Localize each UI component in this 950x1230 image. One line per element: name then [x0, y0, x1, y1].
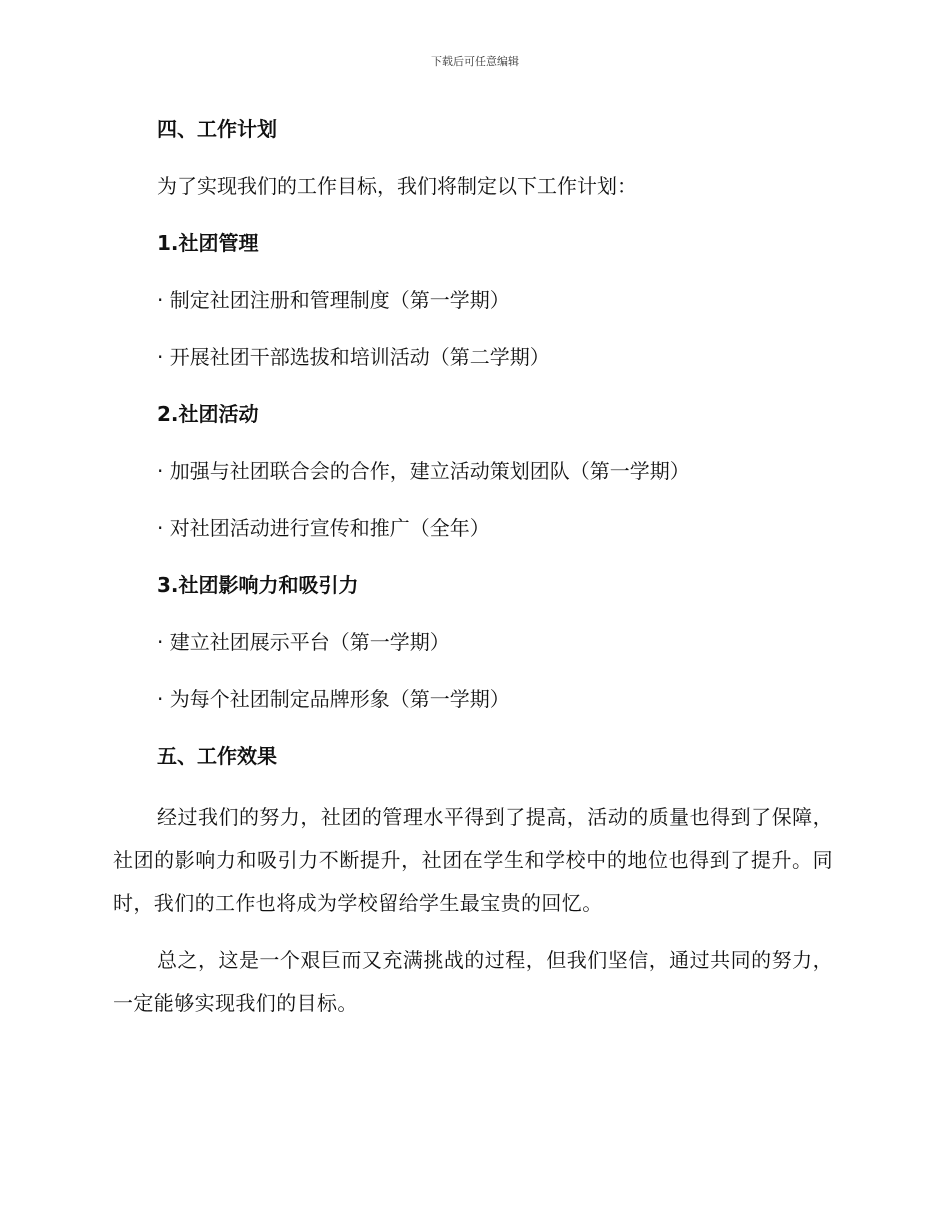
list-item: · 制定社团注册和管理制度（第一学期）: [157, 288, 510, 312]
section-5-paragraph-1: 经过我们的努力，社团的管理水平得到了提高，活动的质量也得到了保障，社团的影响力和吸引力不断提升，社团在学生和学校中的地位也得到了提升。同时，我们的工作也将成为学校留给学生最宝贵的回忆。: [113, 805, 833, 915]
list-item: · 开展社团干部选拔和培训活动（第二学期）: [157, 345, 550, 369]
list-item: · 对社团活动进行宣传和推广（全年）: [157, 516, 490, 540]
section-4-intro: 为了实现我们的工作目标，我们将制定以下工作计划：: [157, 174, 637, 198]
list-item: · 建立社团展示平台（第一学期）: [157, 630, 450, 654]
group-2-heading: 2.社团活动: [157, 402, 259, 426]
list-item: · 为每个社团制定品牌形象（第一学期）: [157, 687, 510, 711]
group-3-heading: 3.社团影响力和吸引力: [157, 573, 359, 597]
header-note: 下载后可任意编辑: [431, 55, 519, 68]
section-5-title: 五、工作效果: [157, 744, 277, 768]
list-item: · 加强与社团联合会的合作，建立活动策划团队（第一学期）: [157, 459, 690, 483]
document-body: [113, 112, 833, 1039]
section-4-title: 四、工作计划: [157, 117, 277, 141]
group-1-heading: 1.社团管理: [157, 231, 259, 255]
section-5-paragraph-2: 总之，这是一个艰巨而又充满挑战的过程，但我们坚信，通过共同的努力，一定能够实现我们的目标。: [113, 948, 833, 1015]
